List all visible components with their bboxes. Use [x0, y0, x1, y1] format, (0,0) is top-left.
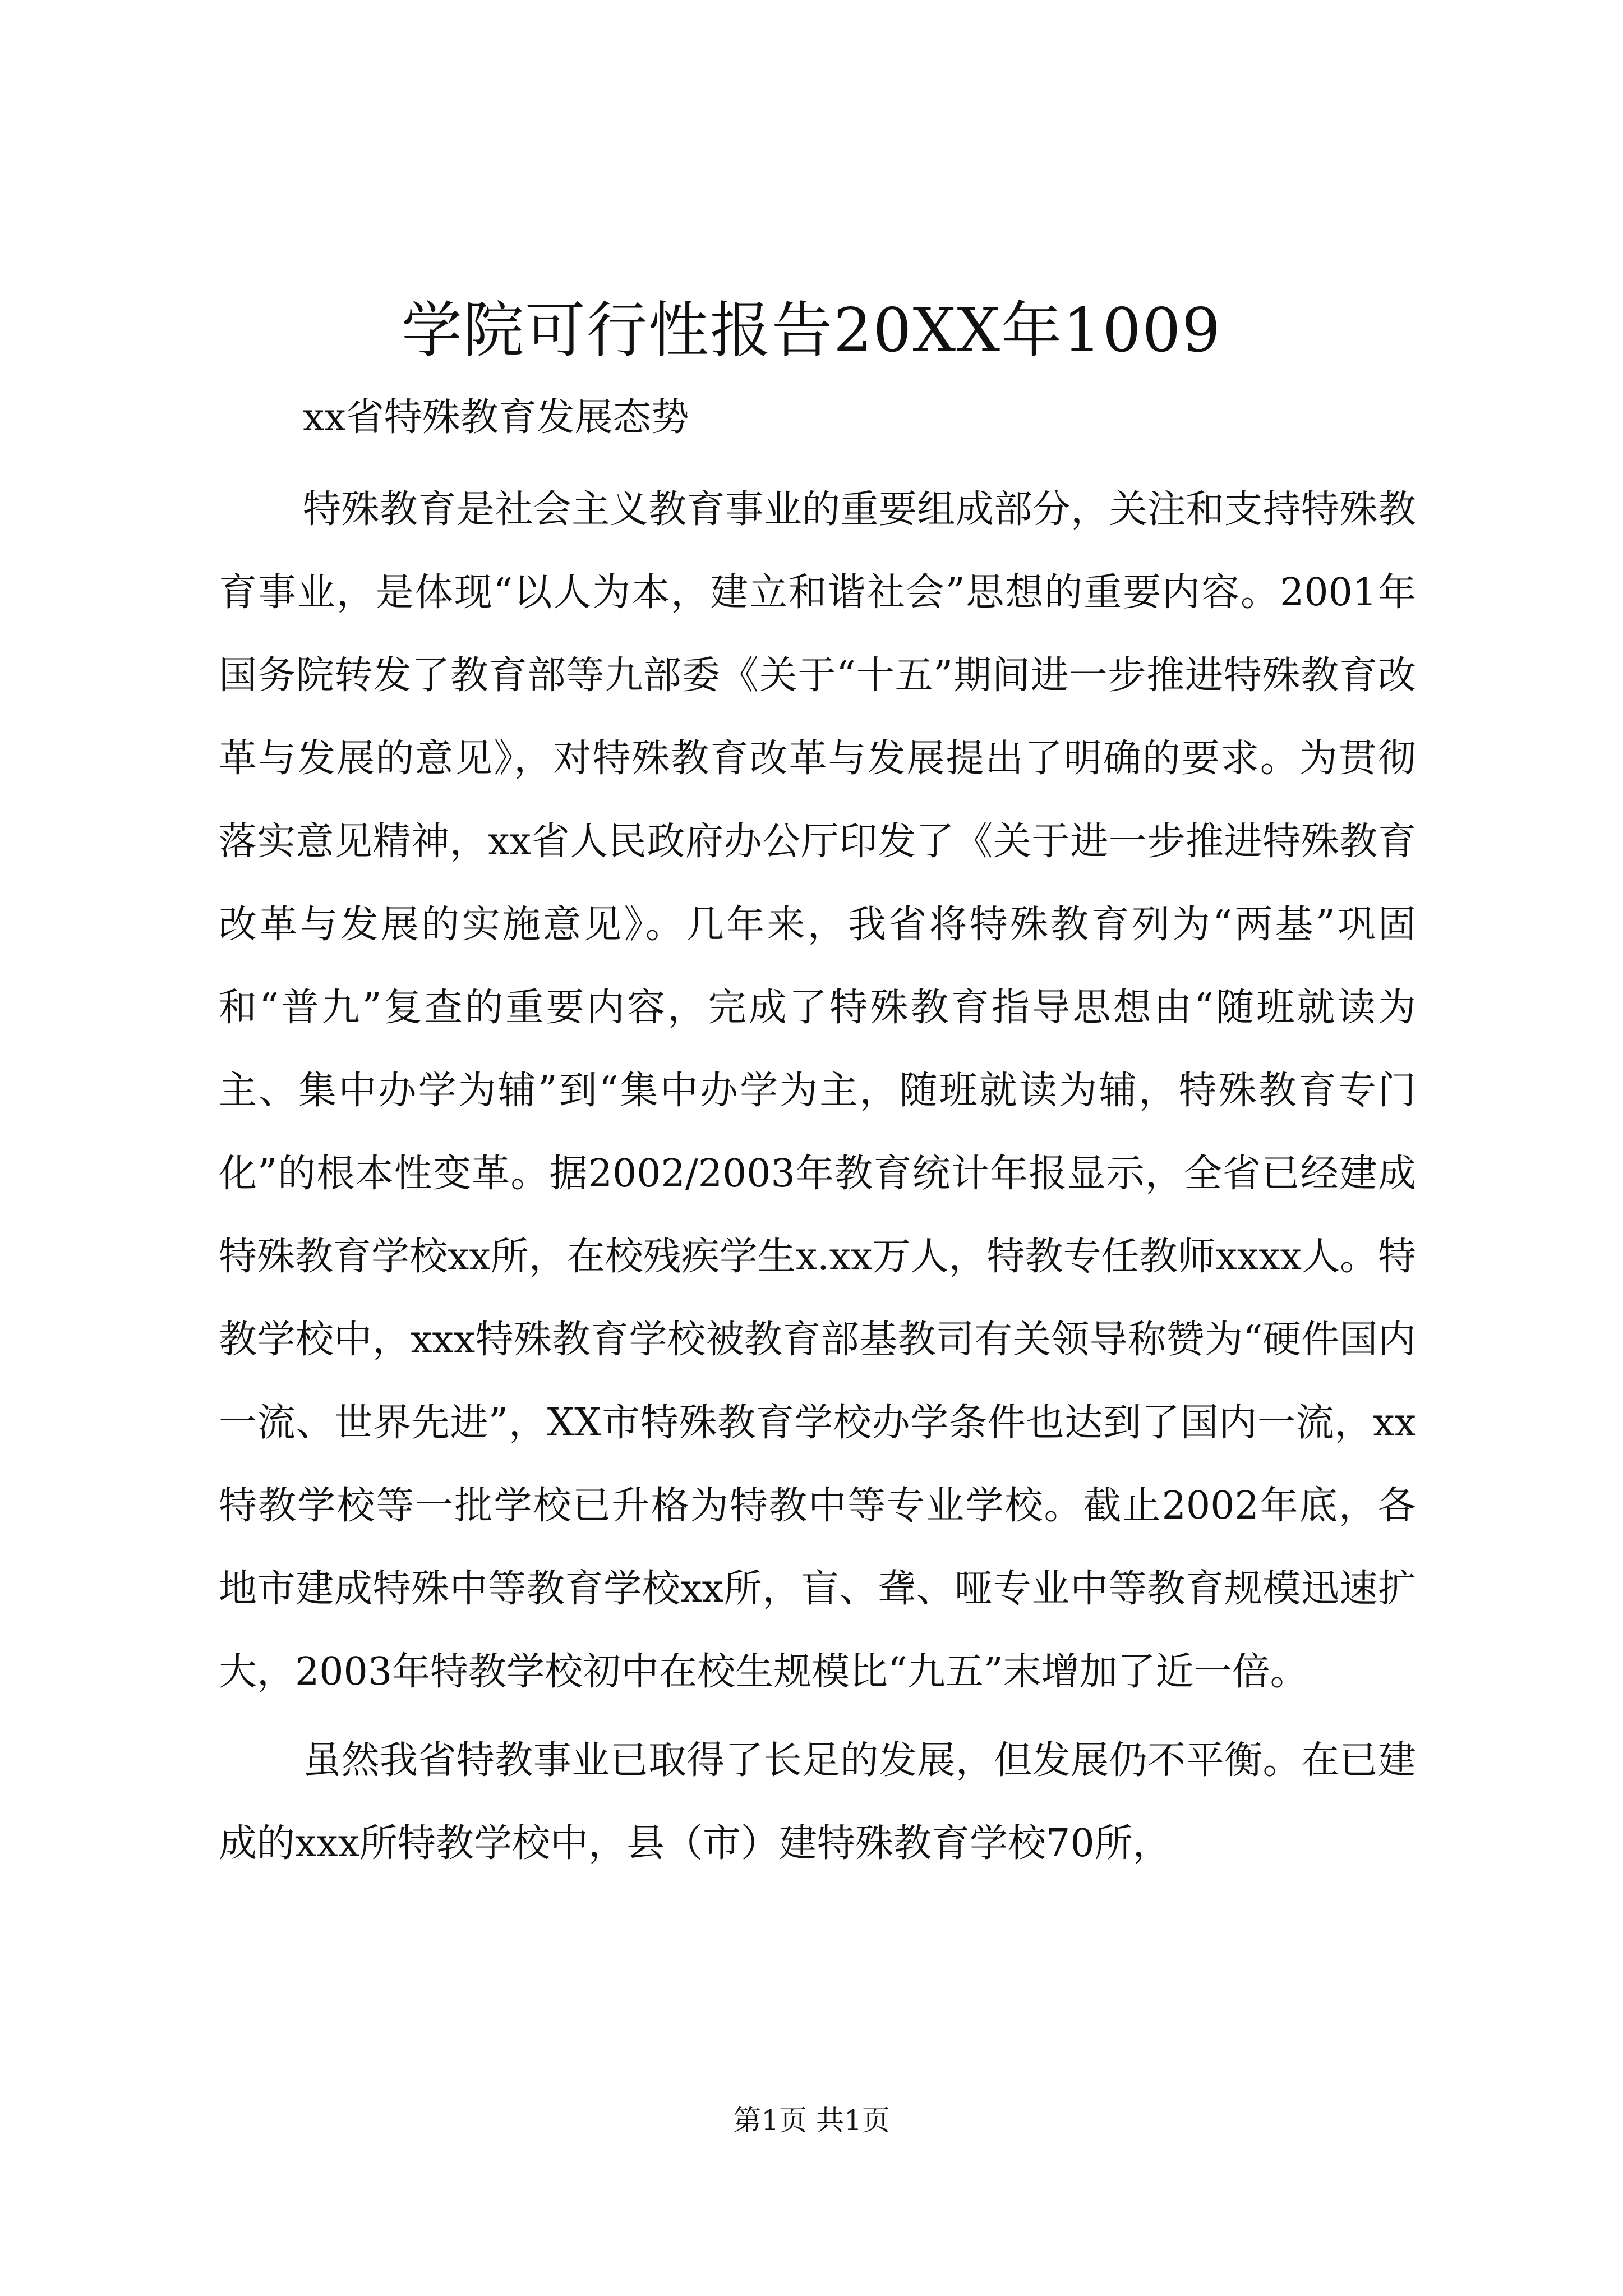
page-footer: 第1页 共1页 — [733, 2104, 890, 2137]
document-subtitle: xx省特殊教育发展态势 — [303, 395, 689, 440]
body-paragraph: 虽然我省特教事业已取得了长足的发展，但发展仍不平衡。在已建成的xxx所特教学校中，县（市）建特殊教育学校70所， — [219, 1738, 1416, 1866]
body-paragraph: 特殊教育是社会主义教育事业的重要组成部分，关注和支持特殊教育事业，是体现“以人为本，建立和谐社会”思想的重要内容。2001年国务院转发了教育部等九部委《关于“十五”期间进一步推进特殊教育改革与发展的意见》，对特殊教育改革与发展提出了明确的要求。为贯彻落实意见精神，xx省人民政府办公厅印发了《关于进一步推进特殊教育改革与发展的实施意见》。几年来，我省将特殊教育列为“两基”巩固和“普九”复查的重要内容，完成了特殊教育指导思想由“随班就读为主、集中办学为辅”到“集中办学为主，随班就读为辅，特殊教育专门化”的根本性变革。据2002/2003年教育统计年报显示，全省已经建成特殊教育学校xx所，在校残疾学生x.xx万人，特教专任教师xxxx人。特教学校中，xxx特殊教育学校被教育部基教司有关领导称赞为“硬件国内一流、世界先进”，XX市特殊教育学校办学条件也达到了国内一流，xx特教学校等一批学校已升格为特教中等专业学校。截止2002年底，各地市建成特殊中等教育学校xx所，盲、聋、哑专业中等教育规模迅速扩大，2003年特教学校初中在校生规模比“九五”末增加了近一倍。 — [219, 487, 1416, 1694]
document-body — [219, 468, 1416, 1885]
document-title: 学院可行性报告20XX年1009 — [401, 296, 1222, 366]
